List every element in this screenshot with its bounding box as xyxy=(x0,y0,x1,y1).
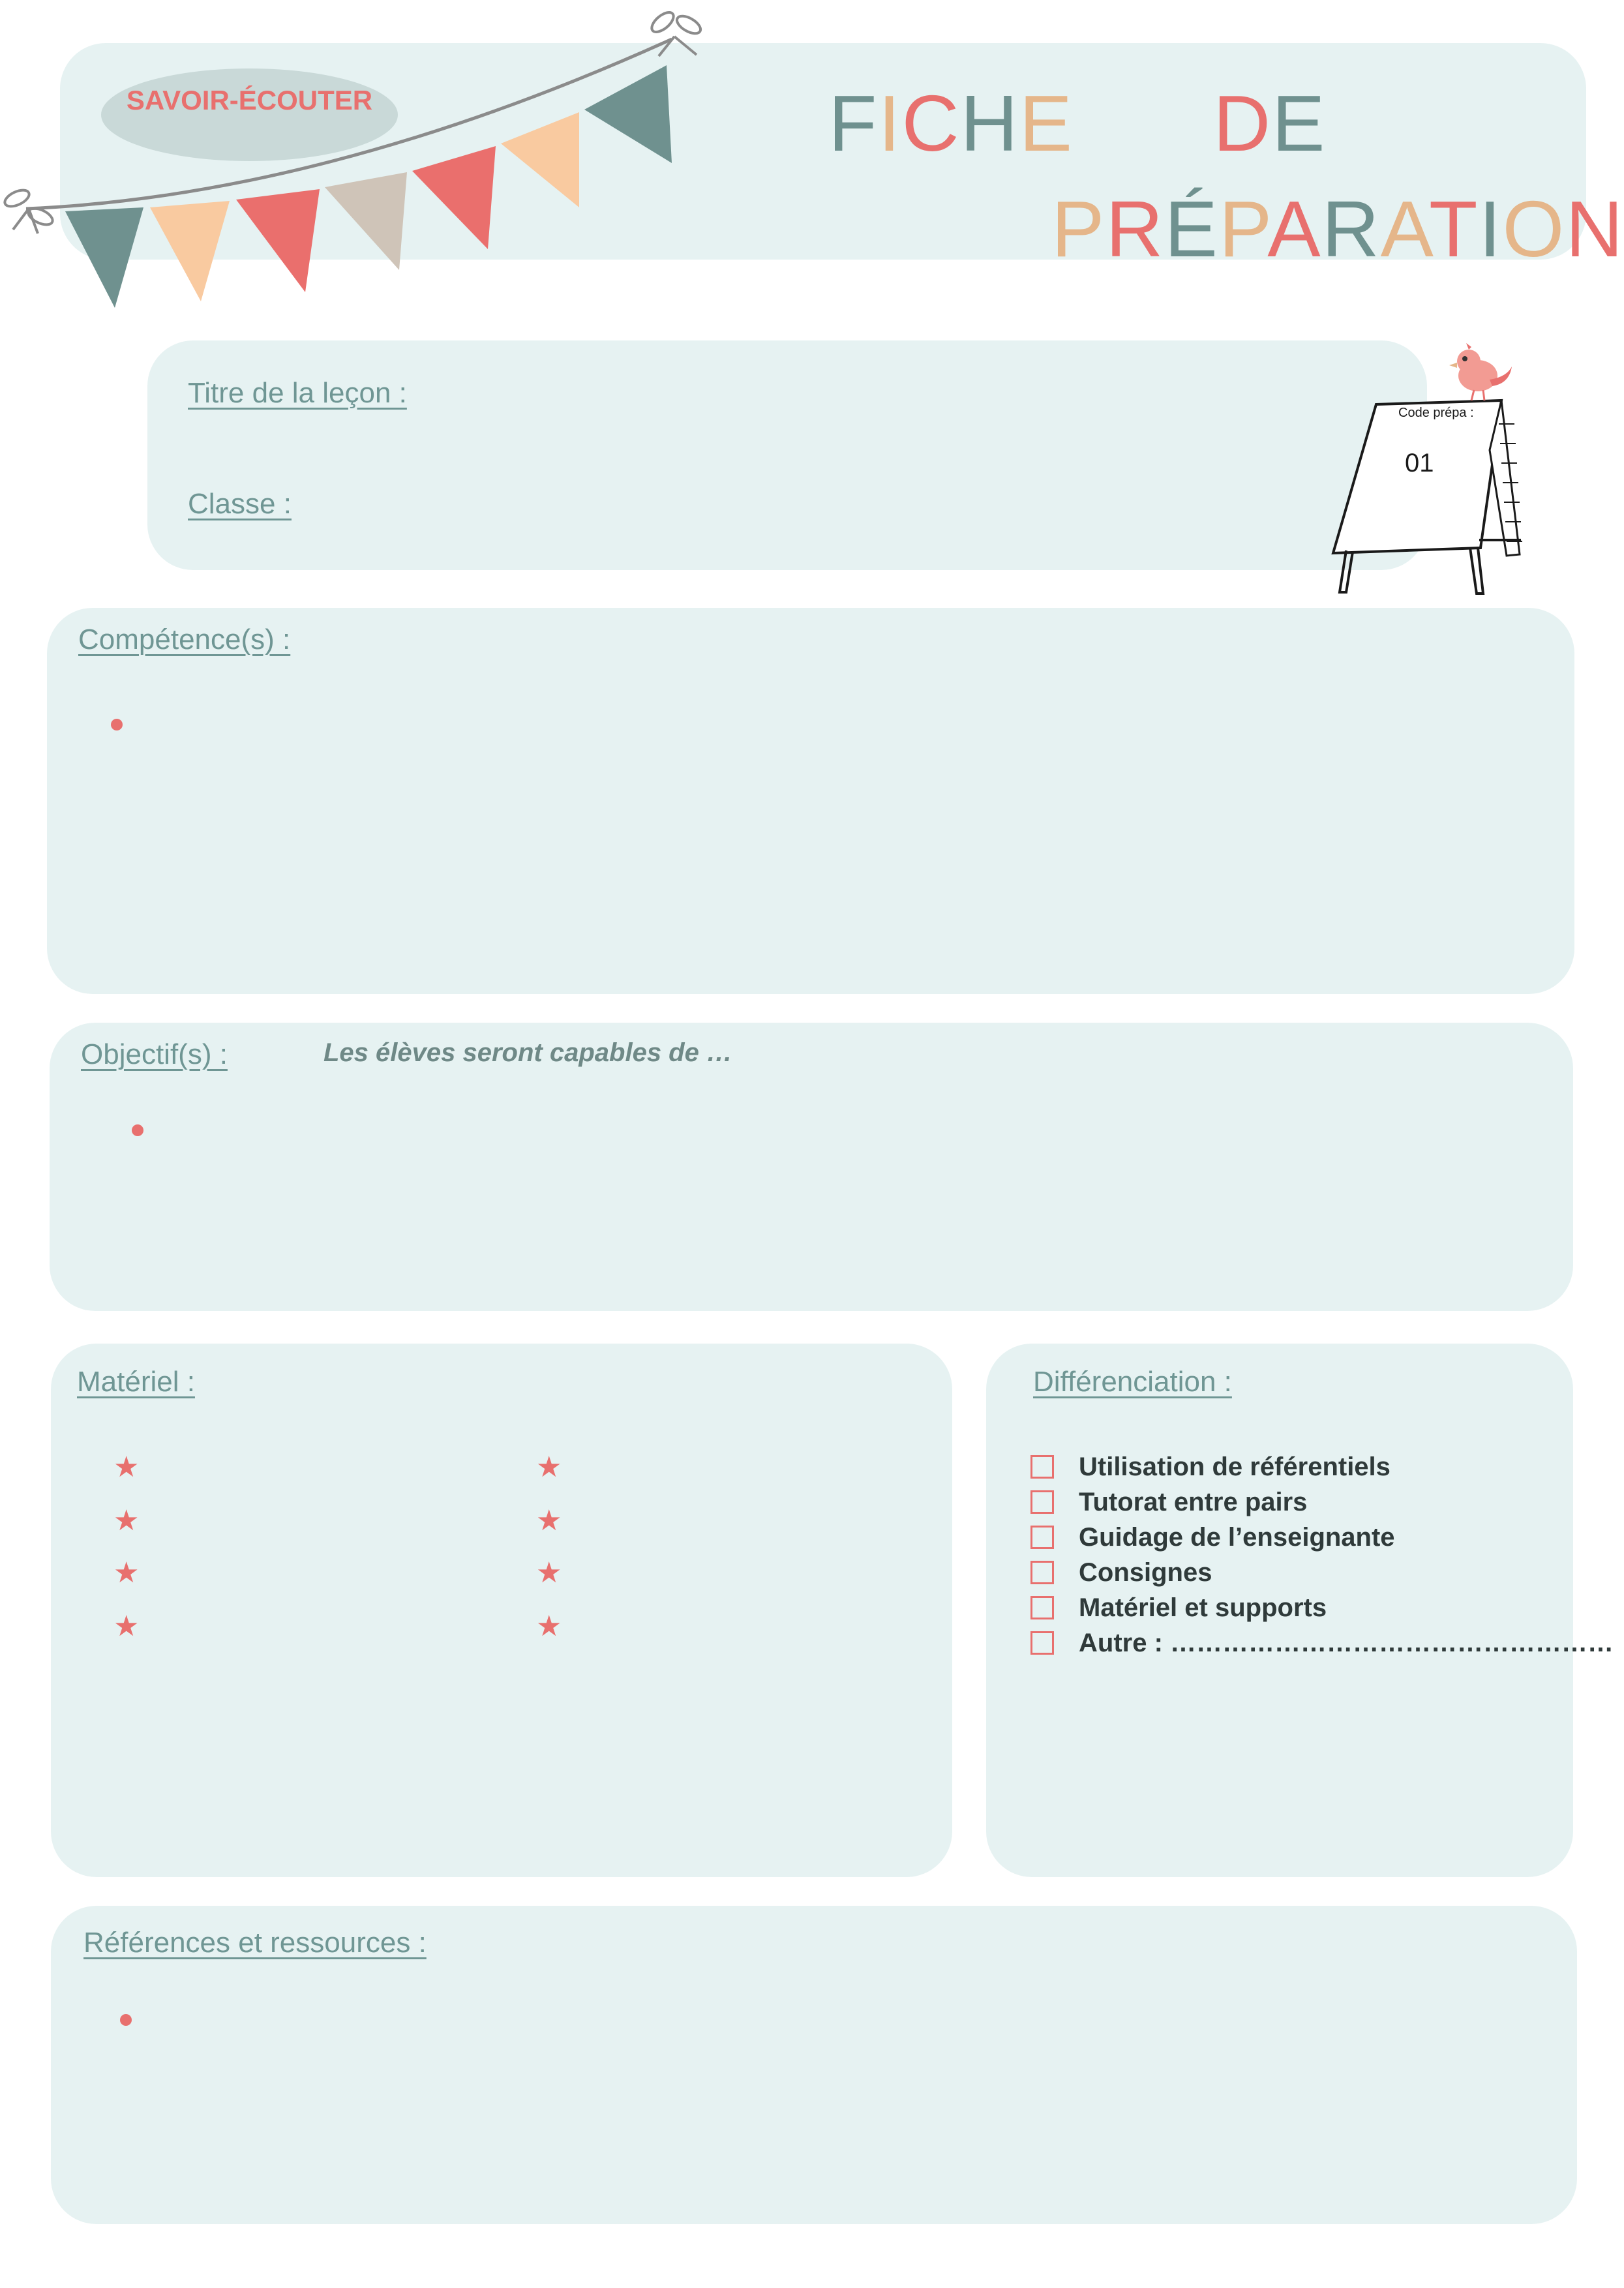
option-label: Guidage de l’enseignante xyxy=(1079,1522,1395,1552)
star-icon: ★ xyxy=(113,1610,140,1643)
title-letter: P xyxy=(1218,185,1268,273)
competences-label: Compétence(s) : xyxy=(78,624,291,655)
option-autre[interactable] xyxy=(1030,1625,1614,1661)
checkbox[interactable] xyxy=(1030,1526,1054,1549)
references-label: Références et ressources : xyxy=(83,1927,427,1959)
title-letter: A xyxy=(1267,185,1322,273)
option-guidage[interactable] xyxy=(1030,1520,1395,1555)
checkbox[interactable] xyxy=(1030,1561,1054,1584)
differenciation-label: Différenciation : xyxy=(1033,1366,1232,1398)
star-icon: ★ xyxy=(536,1556,562,1589)
title-letter: I xyxy=(1479,185,1503,273)
option-referentiels[interactable] xyxy=(1030,1449,1391,1484)
title-letter: H xyxy=(960,79,1019,168)
title-letter: C xyxy=(901,79,961,168)
title-letter: É xyxy=(1164,185,1219,273)
title-letter: O xyxy=(1502,185,1566,273)
checkbox[interactable] xyxy=(1030,1596,1054,1619)
option-label: Matériel et supports xyxy=(1079,1593,1327,1622)
easel-sign xyxy=(1331,346,1546,600)
title-letter: F xyxy=(828,79,879,168)
option-label: Utilisation de référentiels xyxy=(1079,1452,1391,1481)
page-title-fiche xyxy=(828,79,1074,168)
star-icon: ★ xyxy=(536,1504,562,1537)
objectifs-label: Objectif(s) : xyxy=(81,1038,228,1070)
bunting-flag xyxy=(236,189,320,292)
option-label: Consignes xyxy=(1079,1558,1212,1587)
materiel-panel xyxy=(51,1344,952,1877)
bunting-flag xyxy=(325,172,407,270)
title-letter: R xyxy=(1105,185,1165,273)
objectifs-panel xyxy=(50,1023,1573,1311)
bullet-icon xyxy=(111,719,123,730)
bullet-icon xyxy=(120,2014,132,2026)
bunting-flag xyxy=(501,112,579,207)
bunting-garland xyxy=(0,0,717,326)
bird-icon xyxy=(1449,343,1512,400)
code-label: Code prépa : xyxy=(1398,406,1474,420)
option-label: Tutorat entre pairs xyxy=(1079,1487,1308,1516)
title-letter: I xyxy=(878,79,902,168)
checkbox[interactable] xyxy=(1030,1455,1054,1479)
objectifs-hint: Les élèves seront capables de … xyxy=(323,1038,732,1067)
title-letter: A xyxy=(1380,185,1429,273)
checkbox[interactable] xyxy=(1030,1631,1054,1655)
bow-icon xyxy=(3,187,55,233)
bullet-icon xyxy=(132,1124,143,1136)
code-value: 01 xyxy=(1405,449,1434,477)
title-letter: E xyxy=(1272,79,1327,168)
option-materiel-supports[interactable] xyxy=(1030,1590,1327,1625)
option-label: Autre : …………………………………………… xyxy=(1079,1628,1614,1657)
option-tutorat[interactable] xyxy=(1030,1484,1307,1520)
page-title-preparation xyxy=(1051,185,1624,273)
bunting-flag xyxy=(65,207,143,308)
bunting-flag xyxy=(584,65,672,163)
star-icon: ★ xyxy=(536,1451,562,1484)
topic-badge-text: SAVOIR-ÉCOUTER xyxy=(126,85,373,115)
lesson-info-panel xyxy=(147,340,1427,570)
bunting-flag xyxy=(412,146,496,249)
star-icon: ★ xyxy=(536,1610,562,1643)
star-icon: ★ xyxy=(113,1451,140,1484)
bow-icon xyxy=(648,8,703,56)
bunting-flag xyxy=(150,201,230,301)
option-consignes[interactable] xyxy=(1030,1555,1212,1590)
star-icon: ★ xyxy=(113,1556,140,1589)
title-letter: D xyxy=(1213,79,1272,168)
materiel-label: Matériel : xyxy=(77,1366,195,1398)
competences-panel xyxy=(47,608,1574,994)
title-letter: P xyxy=(1051,185,1106,273)
checkbox[interactable] xyxy=(1030,1490,1054,1514)
title-letter: N xyxy=(1565,185,1624,273)
star-icon: ★ xyxy=(113,1504,140,1537)
title-letter: T xyxy=(1429,185,1479,273)
lesson-title-label: Titre de la leçon : xyxy=(188,377,407,409)
title-letter: E xyxy=(1019,79,1074,168)
page-title-de xyxy=(1213,79,1327,168)
title-letter: R xyxy=(1321,185,1381,273)
class-label: Classe : xyxy=(188,488,292,520)
